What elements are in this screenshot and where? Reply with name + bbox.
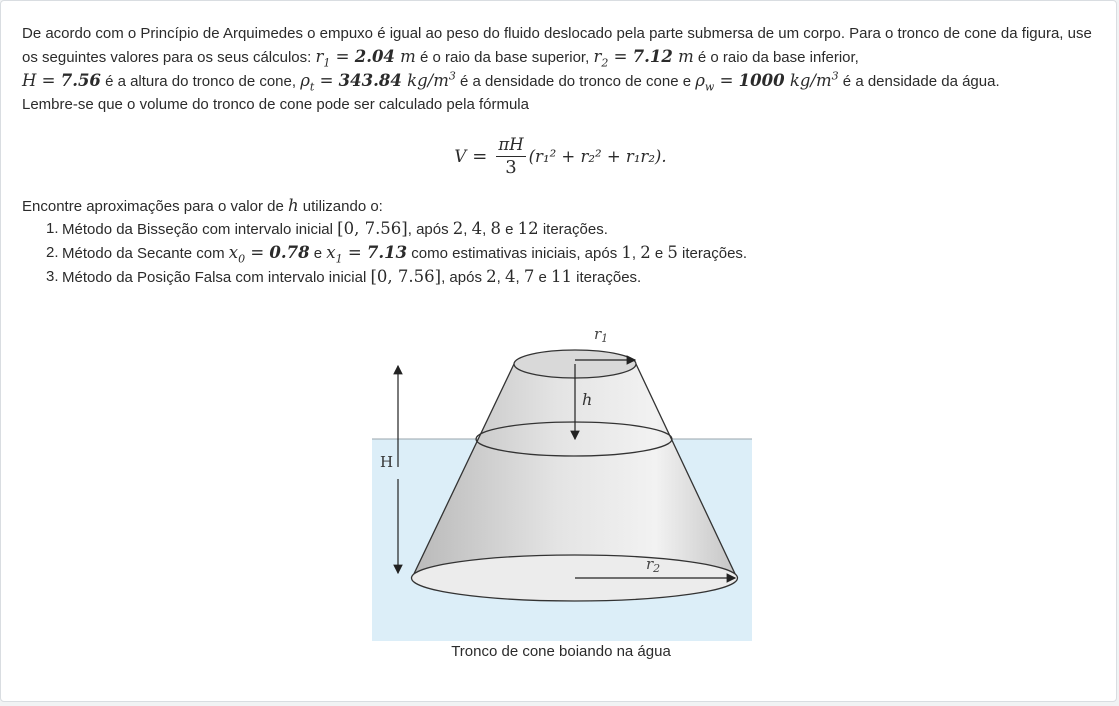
formula-denominator: 3 <box>505 156 517 178</box>
formula-numerator: πH <box>496 134 525 157</box>
problem-statement <box>22 22 1102 116</box>
formula-body: (r₁² + r₂² + r₁r₂). <box>528 146 667 166</box>
find-instruction: Encontre aproximações para o valor de h utilizando o: <box>22 196 383 215</box>
frustum-figure <box>361 319 761 649</box>
intro-text: De acordo com o Princípio de Arquimedes o empuxo é igual ao peso do fluido deslocado pela parte submersa de um corpo. Para o tronco de cone da figura, use os seguintes valores para os seus cálculos: <box>22 25 1092 66</box>
label-h: h <box>582 390 593 409</box>
method-secante: 2. Método da Secante com $x_0 = 0.78$ e $x_1 = 7.13$ como estimativas iniciais, após 1, 2 e 5 iterações. <box>46 243 748 266</box>
formula-fraction <box>496 134 525 179</box>
volume-formula: V = $\frac{\pi H}{3}$ (r₁² + r₂² + r₁r₂). <box>454 134 667 178</box>
method-posicao-falsa: 3. Método da Posição Falsa com intervalo inicial [0, 7.56], após 2, 4, 7 e 11 iterações. <box>46 267 642 286</box>
r1-desc: é o raio da base superior, <box>415 49 594 66</box>
rho-t-desc: é a densidade do tronco de cone e <box>455 73 696 90</box>
math-rho-w: $\rho_w = 1000$ $kg/m^3$ <box>695 69 839 94</box>
math-H: H = 7.56 <box>22 71 101 90</box>
rho-w-desc: é a densidade da água. <box>838 73 1000 90</box>
figure-caption: Tronco de cone boiando na água <box>451 643 671 660</box>
label-H: H <box>380 453 394 471</box>
math-r1: $r_1 = 2.04$ m <box>315 47 416 70</box>
label-r1: $r_1$ <box>594 325 609 345</box>
label-r2: $r_2$ <box>646 555 661 575</box>
math-rho-t: $\rho_t = 343.84$ $kg/m^3$ <box>300 69 456 94</box>
formula-intro: Lembre-se que o volume do tronco de cone pode ser calculado pela fórmula <box>22 96 529 113</box>
math-r2: $r_2 = 7.12$ m <box>593 47 694 70</box>
methods-list <box>22 217 747 289</box>
r2-desc: é o raio da base inferior, <box>693 49 859 66</box>
formula-lhs: V <box>454 146 467 166</box>
H-desc: é a altura do tronco de cone, <box>100 73 301 90</box>
method-bissecao: 1. Método da Bisseção com intervalo inicial [0, 7.56], após 2, 4, 8 e 12 iterações. <box>46 219 608 238</box>
